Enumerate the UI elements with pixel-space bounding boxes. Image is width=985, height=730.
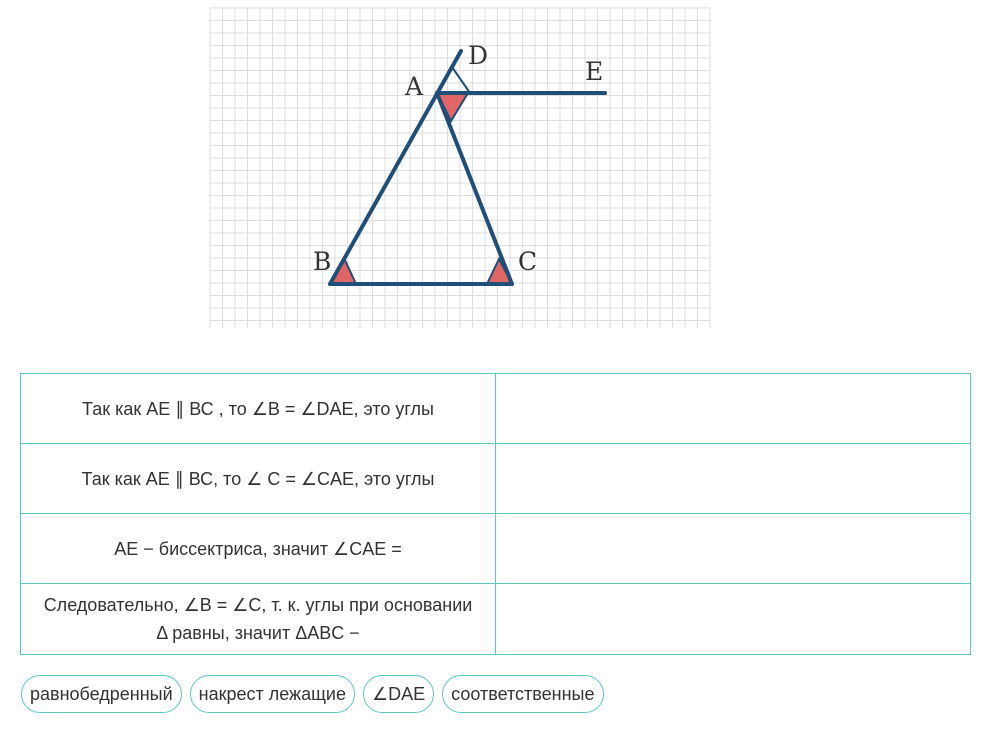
statement-cell: Так как АЕ ∥ ВС, то ∠ С = ∠CAE, это углы <box>21 444 496 514</box>
answer-drop-zone[interactable] <box>496 584 971 655</box>
table-row <box>21 374 971 444</box>
option-chip[interactable]: ∠DAE <box>363 675 434 713</box>
table-row <box>21 584 971 655</box>
vertex-label-d: D <box>468 41 489 70</box>
line-ad <box>330 51 461 284</box>
vertex-label-c: C <box>518 247 538 276</box>
vertex-label-b: B <box>313 247 332 276</box>
option-chip[interactable]: равнобедренный <box>21 675 182 713</box>
option-chip[interactable]: накрест лежащие <box>190 675 355 713</box>
line-ac <box>437 93 512 284</box>
statement-cell: Так как АЕ ∥ ВС , то ∠B = ∠DAE, это углы <box>21 374 496 444</box>
triangle-figure <box>313 41 605 284</box>
answer-drop-zone[interactable] <box>496 514 971 584</box>
statement-cell: АЕ − биссектриса, значит ∠CAE = <box>21 514 496 584</box>
triangle-diagram <box>0 0 985 340</box>
vertex-label-e: E <box>585 57 604 86</box>
table-row <box>21 514 971 584</box>
answer-drop-zone[interactable] <box>496 444 971 514</box>
answer-options <box>21 675 604 713</box>
statement-cell: Следовательно, ∠B = ∠C, т. к. углы при основании Δ равны, значит ΔABC − <box>21 584 496 655</box>
option-chip[interactable]: соответственные <box>442 675 603 713</box>
proof-table <box>20 373 971 655</box>
table-row <box>21 444 971 514</box>
vertex-label-a: A <box>405 72 424 101</box>
answer-drop-zone[interactable] <box>496 374 971 444</box>
